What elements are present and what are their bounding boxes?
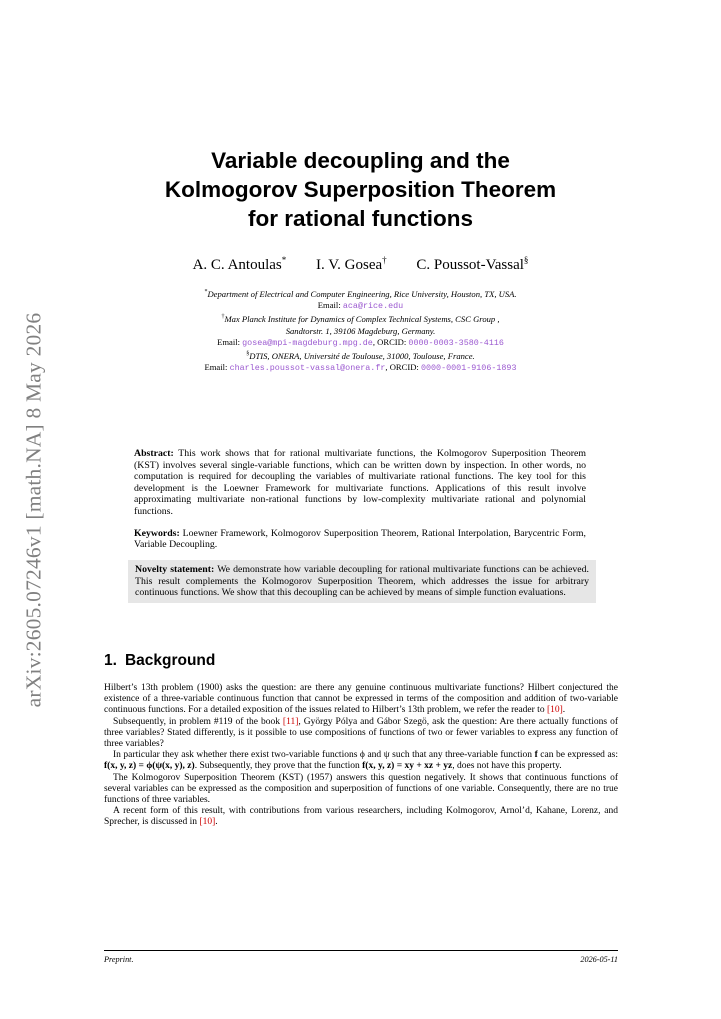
arxiv-stamp-text: arXiv:2605.07246v1 [math.NA] 8 May 2026 xyxy=(21,312,46,708)
paragraph-text: , György Pólya and Gábor Szegö, ask the question: Are there actually functions of three variables? Stated differently, is it possible to use compositions of functions of two or fewer variables to express any function of three variables? xyxy=(104,716,618,750)
affiliation-text: Department of Electrical and Computer Engineering, Rice University, Houston, TX, USA. xyxy=(207,288,517,299)
affiliation-text: Max Planck Institute for Dynamics of Complex Technical Systems, CSC Group , xyxy=(224,314,500,325)
affiliation-text: DTIS, ONERA, Université de Toulouse, 31000, Toulouse, France. xyxy=(249,351,475,362)
section-number: 1. xyxy=(104,652,117,669)
author-mark: § xyxy=(523,255,529,265)
paragraph-end: . xyxy=(562,705,566,716)
paragraph xyxy=(104,717,618,751)
paragraph-text: In particular they ask whether there exist two-variable functions ϕ and ψ such that any three-variable function xyxy=(113,750,533,761)
affiliation-1-contact xyxy=(100,300,621,312)
author-name: I. V. Gosea xyxy=(316,257,383,273)
section-body xyxy=(104,683,618,829)
affiliation-1 xyxy=(100,287,621,300)
math-equation: f(x, y, z) = ϕ(ψ(x, y), z) xyxy=(104,761,195,772)
author-mark: † xyxy=(382,255,387,265)
orcid-label: , ORCID: xyxy=(372,336,407,347)
math-symbol: f xyxy=(534,750,538,761)
author-name: A. C. Antoulas xyxy=(192,257,282,273)
author-name: C. Poussot-Vassal xyxy=(416,257,524,273)
email-link[interactable]: charles.poussot-vassal@onera.fr xyxy=(229,363,386,374)
author-list xyxy=(100,255,621,274)
author xyxy=(193,257,287,273)
abstract xyxy=(134,448,586,518)
keywords-text: Loewner Framework, Kolmogorov Superposition Theorem, Rational Interpolation, Barycentric Form, Variable Decoupling. xyxy=(134,527,586,551)
email-link[interactable]: aca@rice.edu xyxy=(342,301,404,312)
footer-divider xyxy=(104,950,618,951)
affiliation-mark: † xyxy=(221,314,225,321)
section-title: Background xyxy=(124,652,216,669)
citation-link[interactable]: [10] xyxy=(199,817,216,828)
paragraph xyxy=(104,806,618,828)
keywords-label: Keywords: xyxy=(134,527,180,539)
abstract-label: Abstract: xyxy=(134,448,174,459)
orcid-link[interactable]: 0000-0003-3580-4116 xyxy=(408,337,504,348)
affiliation-2-address: Sandtorstr. 1, 39106 Magdeburg, Germany. xyxy=(285,325,436,336)
affiliations xyxy=(100,287,621,375)
citation-link[interactable]: [11] xyxy=(282,716,299,727)
abstract-text: This work shows that for rational multivariate functions, the Kolmogorov Superposition Theorem (KST) involves several single-variable functions, which can be written down by inspection. In other words, no computation is required for decoupling the variables of multivariate rational functions. The key tool for this development is the Loewner Framework for multivariate functions. Applications of this result involve approximating multivariate non-rational functions by low-complexity multivariate rational and polynomial functions. xyxy=(134,448,586,517)
novelty-statement-box xyxy=(128,560,596,603)
keywords xyxy=(134,528,586,551)
footer-preprint-label: Preprint. xyxy=(104,955,134,964)
affiliation-2-contact xyxy=(100,337,621,349)
paragraph-text: . Subsequently, they prove that the function xyxy=(194,761,360,772)
paragraph-text: Hilbert’s 13th problem (1900) asks the question: are there any genuine continuous multivariate functions? Hilbert conjectured the existence of a three-variable continuous function that cannot be expressed in terms of the composition and addition of two-variable continuous functions. For a detailed exposition of the issues related to Hilbert’s 13th problem, we refer the reader to xyxy=(104,683,618,716)
paper-title xyxy=(100,146,621,233)
title-line: Kolmogorov Superposition Theorem xyxy=(164,177,557,202)
affiliation-mark: * xyxy=(204,289,208,295)
paragraph-end: . xyxy=(215,817,218,828)
paragraph-text: Subsequently, in problem #119 of the book xyxy=(113,716,280,727)
paragraph-text: , does not have this property. xyxy=(452,761,562,772)
email-label: Email: xyxy=(204,362,228,373)
affiliation-2 xyxy=(100,312,621,325)
author xyxy=(416,257,528,273)
author-mark: * xyxy=(281,255,287,265)
paragraph-text: can be expressed as: xyxy=(540,750,619,761)
footer-date: 2026-05-11 xyxy=(580,955,618,964)
citation-link[interactable]: [10] xyxy=(546,705,563,716)
author xyxy=(316,257,387,273)
affiliation-3-contact xyxy=(100,362,621,374)
arxiv-identifier-stamp xyxy=(14,290,54,730)
novelty-text: We demonstrate how variable decoupling for rational multivariate functions can be achieved. This result complements the Kolmogorov Superposition Theorem, which addresses the issue for arbitrary continuous functions. We show that this decoupling can be achieved by means of simple function evaluations. xyxy=(135,564,590,599)
affiliation-mark: § xyxy=(246,351,250,358)
email-label: Email: xyxy=(217,336,240,347)
paragraph: The Kolmogorov Superposition Theorem (KST) (1957) answers this question negatively. It shows that continuous functions of several variables can be expressed as the composition and superposition of functions of one variable. Consequently, there are no true functions of three variables. xyxy=(104,772,618,806)
abstract-block xyxy=(134,448,586,561)
orcid-link[interactable]: 0000-0001-9106-1893 xyxy=(420,363,517,374)
email-link[interactable]: gosea@mpi-magdeburg.mpg.de xyxy=(242,337,373,348)
paragraph xyxy=(104,750,618,772)
orcid-label: , ORCID: xyxy=(385,362,419,373)
paragraph xyxy=(104,683,618,717)
paragraph-text: A recent form of this result, with contributions from various researchers, including Kolmogorov, Arnol’d, Kahane, Lorenz, and Sprecher, is discussed in xyxy=(104,806,618,828)
affiliation-3 xyxy=(100,349,621,362)
email-label: Email: xyxy=(317,300,341,311)
math-equation: f(x, y, z) = xy + xz + yz xyxy=(362,761,453,772)
title-line: Variable decoupling and the xyxy=(211,148,510,173)
title-line: for rational functions xyxy=(248,206,473,231)
novelty-label: Novelty statement: xyxy=(135,564,215,575)
section-heading xyxy=(104,652,215,670)
